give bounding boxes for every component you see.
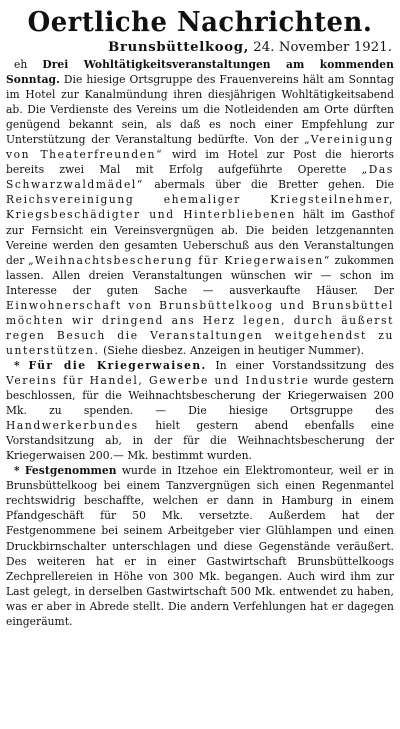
bullet-marker: * xyxy=(14,358,20,372)
organization-name: Handwerkerbundes xyxy=(6,419,139,433)
operetta-title: „Das Schwarzwaldmädel“ xyxy=(6,163,394,192)
article-arrest xyxy=(6,463,394,629)
article-text: wurde gestern beschlossen, für die Weihnachtsbescherung der Kriegerwaisen 200 Mk. zu spenden. — Die hiesige Ortsgruppe des xyxy=(6,373,394,418)
article-text: hält im Gasthof zur Fernsicht ein Vereinsvergnügen ab. Die beiden letzgenannten Vereine werden den gesamten Ueberschuß aus den Veranstaltungen der xyxy=(6,208,394,267)
organization-name: Vereins für Handel, Gewerbe und Industrie xyxy=(6,373,310,387)
author-mark: eh xyxy=(14,58,28,71)
organization-name: „Vereinigung von Theaterfreunden“ xyxy=(6,133,394,162)
article-heading-arrest: Festgenommen xyxy=(24,464,117,478)
article-text: In einer Vorstandssitzung des xyxy=(215,358,395,372)
dateline xyxy=(6,40,392,56)
headline: Oertliche Nachrichten. xyxy=(27,7,373,38)
article-text: wird im Hotel zur Post die hierorts bereits zwei Mal mit Erfolg aufgeführte Operette xyxy=(6,148,395,177)
dateline-place: Brunsbüttelkoog, xyxy=(108,40,249,55)
article-text: Die hiesige Ortsgruppe des Frauenvereins hält am Sonntag im Hotel zur Kanalmündung ihren diesjährigen Wohltätigkeitsabend ab. Die Verdienste des Vereins um die Notleidenden am Orte dürften genügend bekannt sein, als daß es noch einer Empfehlung zur Unterstützung der Veranstaltung bedürfte. Von der xyxy=(6,73,394,147)
article-war-orphans xyxy=(6,358,394,463)
article-text: wurde in Itzehoe ein Elektromonteur, weil er in Brunsbüttelkoog bei einem Tanzvergnügen sich einen Regenmantel rechtswidrig beschaffte, welchen er dann in Hamburg in einem Pfandgeschäft für 50 Mk. versetzte. Außerdem hat der Festgenommene bei seinem Arbeitgeber vier Glühlampen und einen Druckbirnschalter unterschlagen und diese Gegenstände veräußert. Des weiteren hat er in einer Gastwirtschaft Brunsbüttelkoogs Zechprellereien in Höhe von 300 Mk. begangen. Auch wird ihm zur Last gelegt, in derselben Gastwirtschaft 500 Mk. entwendet zu haben, was er aber in Abrede stellt. Die andern Verfehlungen hat er dagegen eingeräumt. xyxy=(6,464,394,628)
bullet-marker: * xyxy=(14,464,20,478)
dateline-date: 24. November 1921. xyxy=(253,40,392,55)
article-heading-charity: Drei Wohltätigkeitsveranstaltungen am kommenden Sonntag. xyxy=(6,58,394,87)
article-text: hielt gestern abend ebenfalls eine Vorstandsitzung ab, in der für die Weihnachtsbescherung der Kriegerwaisen 200.— Mk. bestimmt wurden. xyxy=(6,419,394,463)
event-name: „Weihnachtsbescherung für Kriegerwaisen“ xyxy=(28,253,331,267)
organization-name: Reichsvereinigung ehemaliger Kriegsteilnehmer, Kriegsbeschädigter und Hinterbliebenen xyxy=(6,193,394,222)
article-charity-events xyxy=(6,57,394,358)
article-text: abermals über die Bretter gehen. Die xyxy=(154,178,394,192)
appeal-text: Einwohnerschaft von Brunsbüttelkoog und Brunsbüttel möchten wir dringend ans Herz legen, durch äußerst regen Besuch die Veranstaltungen weitgehendst zu unterstützen. xyxy=(6,298,394,357)
article-text: zukommen lassen. Allen dreien Veranstaltungen wünschen wir — schon im Interesse der guten Sache — ausverkaufte Häuser. Der xyxy=(6,253,394,297)
article-text: (Siehe diesbez. Anzeigen in heutiger Nummer). xyxy=(103,343,365,357)
article-heading-orphans: Für die Kriegerwaisen. xyxy=(28,358,207,372)
